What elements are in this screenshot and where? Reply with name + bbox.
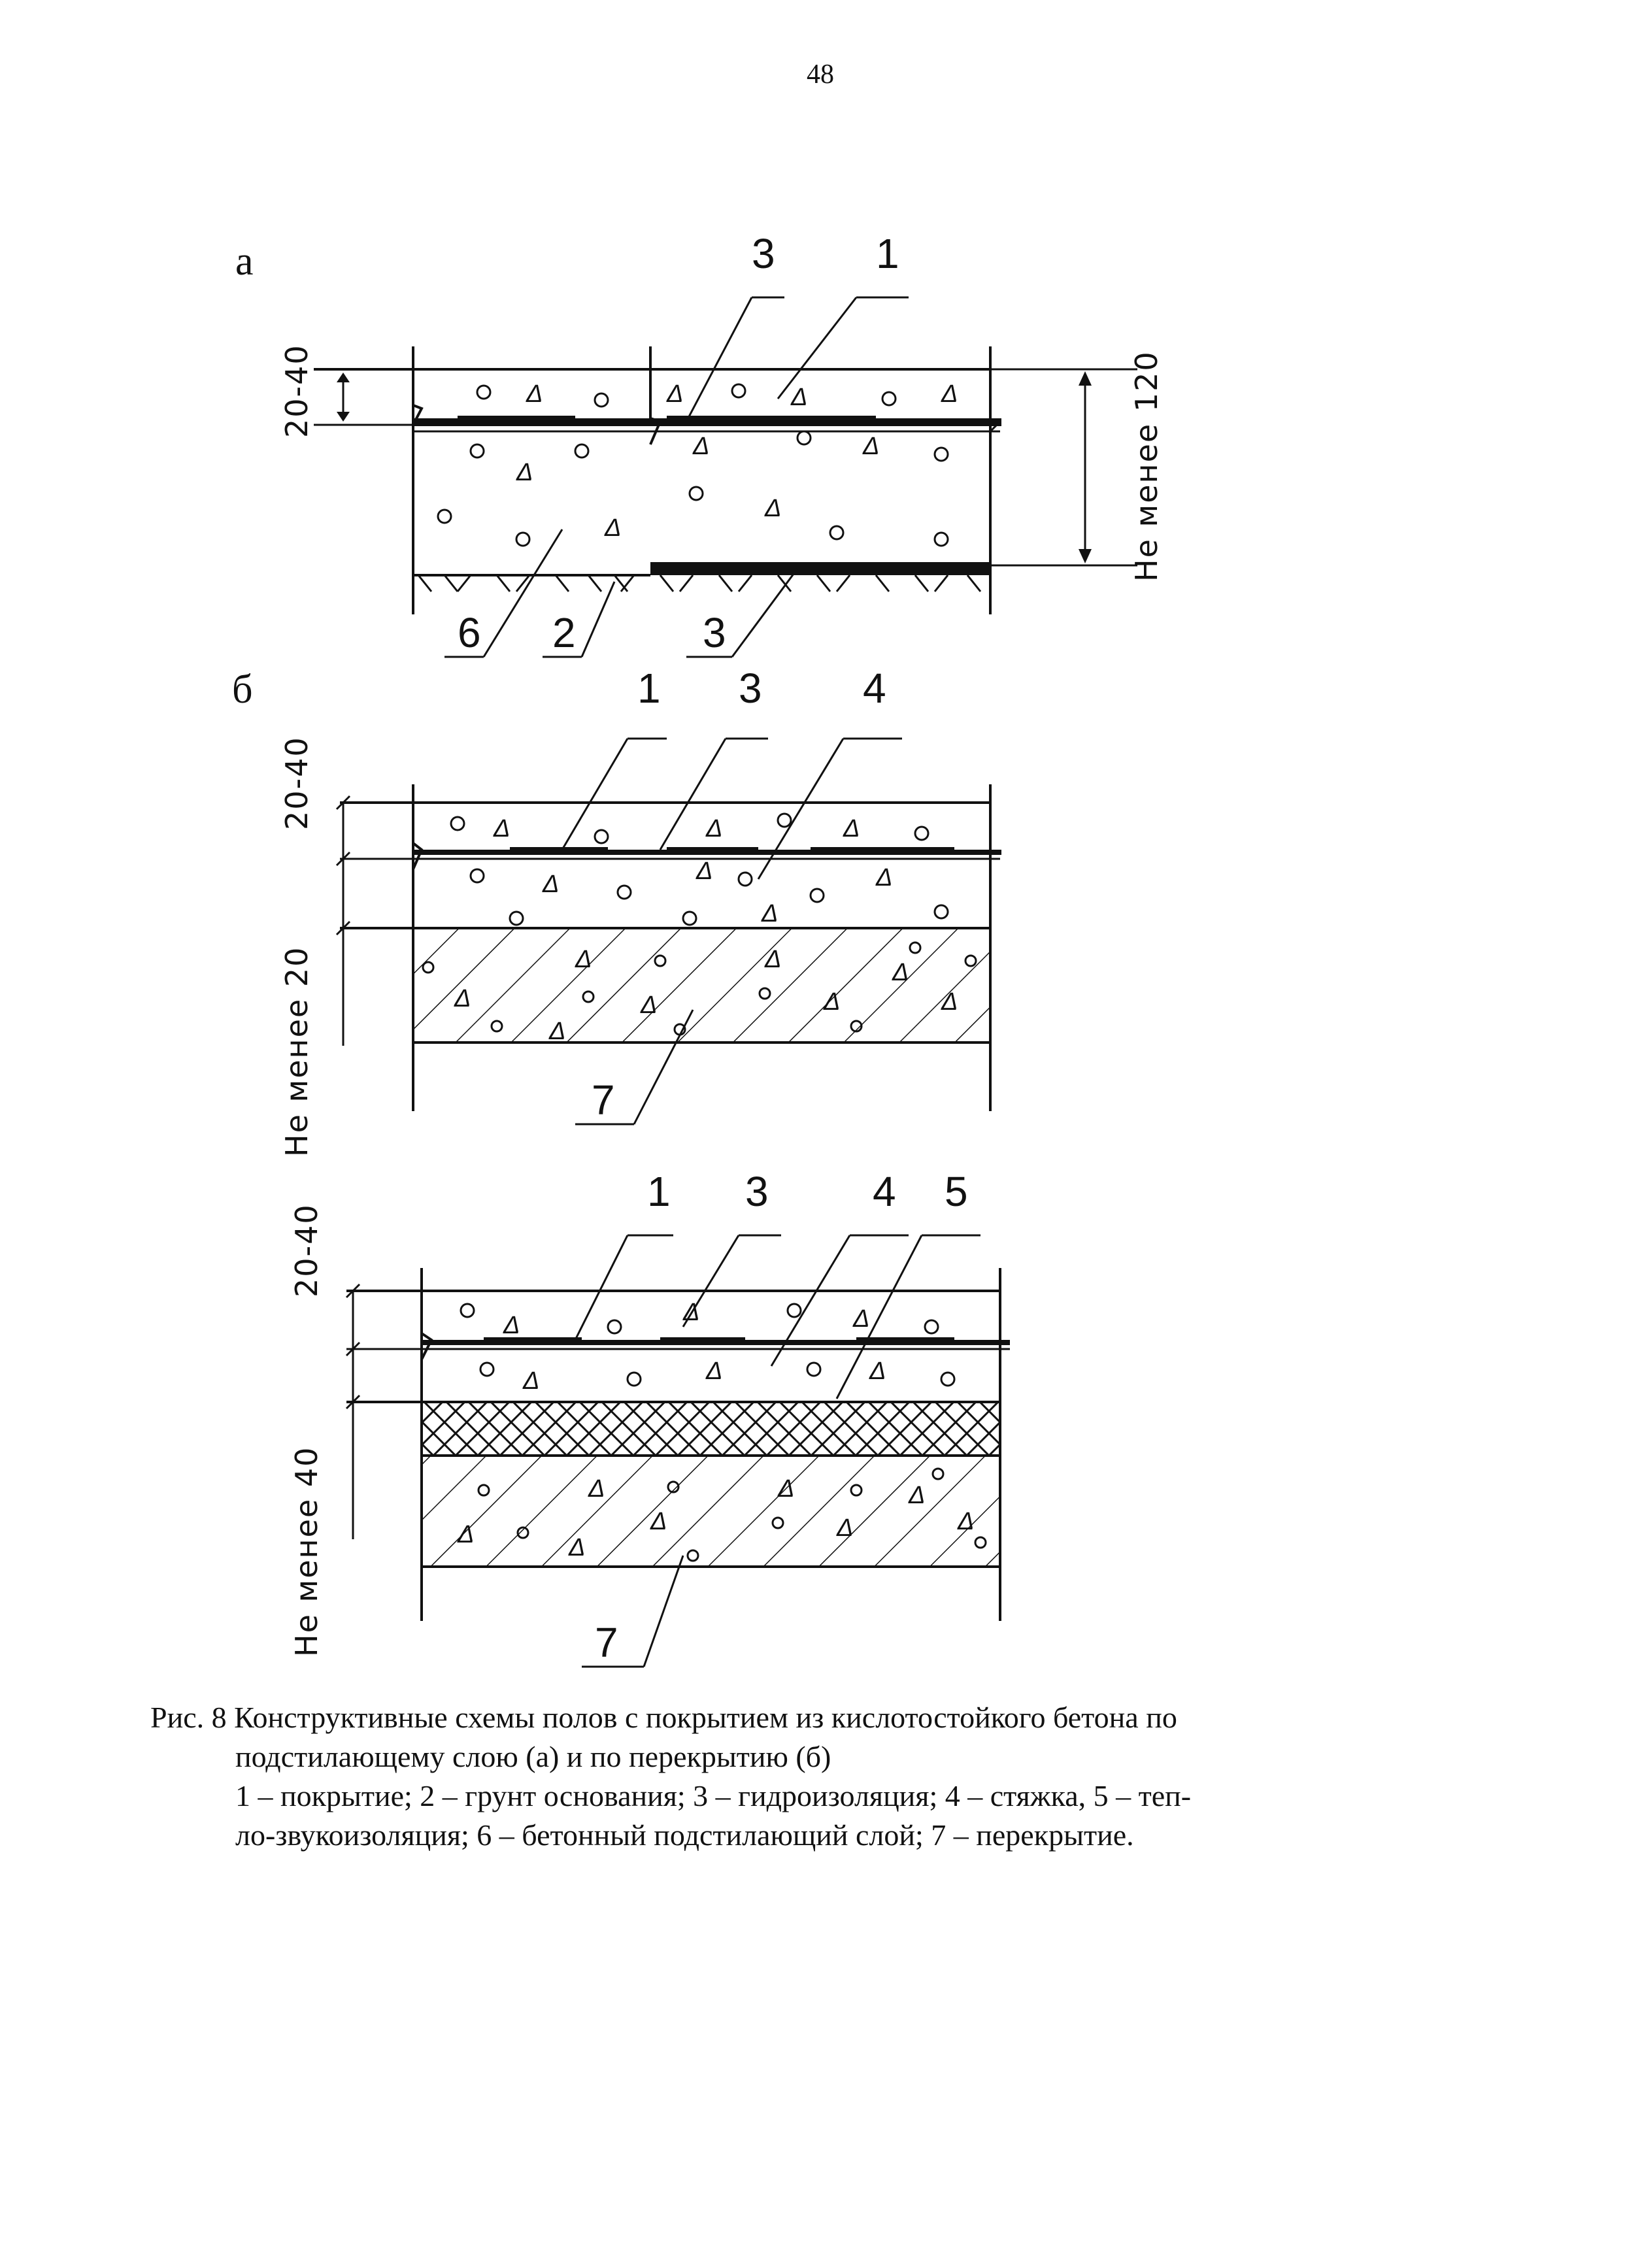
figure-caption: [150, 1698, 1379, 1855]
panel-b2-dim-20-40: 20-40: [289, 1203, 324, 1297]
svg-text:Δ: Δ: [641, 992, 658, 1019]
panel-b-upper: [232, 665, 1001, 1157]
svg-text:Δ: Δ: [762, 900, 779, 927]
page-number: 48: [807, 59, 834, 90]
panel-b-label: б: [232, 667, 253, 712]
svg-text:Δ: Δ: [454, 985, 471, 1012]
svg-text:Δ: Δ: [605, 514, 622, 542]
svg-text:Δ: Δ: [909, 1482, 926, 1509]
svg-text:Δ: Δ: [458, 1521, 475, 1548]
panel-a-callout-3-bottom: 3: [703, 609, 726, 656]
panel-b2-callout-3: 3: [745, 1168, 769, 1215]
panel-b1-callout-7: 7: [592, 1076, 615, 1124]
svg-text:Δ: Δ: [869, 1358, 886, 1385]
svg-text:Δ: Δ: [765, 495, 782, 522]
panel-b-lower: [289, 1168, 1010, 1667]
panel-b1-dim-20-40: 20-40: [279, 736, 314, 830]
svg-text:Δ: Δ: [941, 380, 958, 408]
svg-text:Δ: Δ: [706, 815, 723, 842]
svg-text:Δ: Δ: [650, 1508, 667, 1535]
svg-text:Δ: Δ: [667, 380, 684, 408]
caption-title-line-1: Рис. 8 Конструктивные схемы полов с покрытием из кислотостойкого бетона по: [150, 1701, 1177, 1734]
panel-b2-callout-7: 7: [595, 1619, 618, 1666]
svg-text:Δ: Δ: [494, 815, 511, 842]
svg-text:Δ: Δ: [503, 1312, 520, 1339]
panel-b2-callout-1: 1: [647, 1168, 671, 1215]
svg-text:Δ: Δ: [765, 946, 782, 973]
svg-text:Δ: Δ: [824, 988, 841, 1016]
svg-text:Δ: Δ: [863, 433, 880, 460]
svg-text:Δ: Δ: [523, 1367, 540, 1395]
svg-text:Δ: Δ: [958, 1508, 975, 1535]
panel-a-callout-1-top: 1: [876, 230, 899, 277]
panel-b1-callout-3: 3: [739, 665, 762, 712]
panel-b1-dim-min-20: Не менее 20: [279, 946, 314, 1157]
svg-text:Δ: Δ: [549, 1018, 566, 1045]
caption-legend-line-1: 1 – покрытие; 2 – грунт основания; 3 – гидроизоляция; 4 – стяжка, 5 – теп-: [235, 1779, 1192, 1812]
svg-text:Δ: Δ: [569, 1534, 586, 1561]
svg-text:Δ: Δ: [683, 1299, 700, 1326]
svg-text:Δ: Δ: [543, 871, 560, 898]
panel-a-label: а: [235, 239, 254, 284]
panel-b1-callout-4: 4: [863, 665, 886, 712]
svg-text:Δ: Δ: [516, 459, 533, 486]
panel-a: [235, 230, 1164, 657]
caption-title-line-2: подстилающему слою (а) и по перекрытию (б): [235, 1740, 831, 1773]
panel-a-callout-3-top: 3: [752, 230, 775, 277]
panel-b2-callout-4: 4: [873, 1168, 896, 1215]
svg-text:Δ: Δ: [526, 380, 543, 408]
svg-text:Δ: Δ: [853, 1305, 870, 1333]
svg-text:Δ: Δ: [706, 1358, 723, 1385]
svg-text:Δ: Δ: [696, 858, 713, 885]
panel-b2-dim-min-40: Не менее 40: [289, 1446, 324, 1657]
panel-b2-callout-5: 5: [945, 1168, 968, 1215]
svg-text:Δ: Δ: [837, 1514, 854, 1542]
panel-a-dim-20-40: 20-40: [279, 344, 314, 438]
svg-text:Δ: Δ: [575, 946, 592, 973]
svg-text:Δ: Δ: [791, 384, 808, 411]
svg-text:Δ: Δ: [876, 864, 893, 892]
panel-a-dim-min-120: Не менее 120: [1129, 350, 1164, 582]
panel-a-callout-2: 2: [552, 609, 576, 656]
svg-text:Δ: Δ: [588, 1475, 605, 1503]
panel-b1-callout-1: 1: [637, 665, 661, 712]
panel-a-callout-6: 6: [458, 609, 481, 656]
caption-legend-line-2: ло-звукоизоляция; 6 – бетонный подстилающий слой; 7 – перекрытие.: [235, 1818, 1134, 1852]
svg-text:Δ: Δ: [843, 815, 860, 842]
svg-text:Δ: Δ: [778, 1475, 795, 1503]
svg-text:Δ: Δ: [892, 959, 909, 986]
svg-text:Δ: Δ: [693, 433, 710, 460]
svg-text:Δ: Δ: [941, 988, 958, 1016]
